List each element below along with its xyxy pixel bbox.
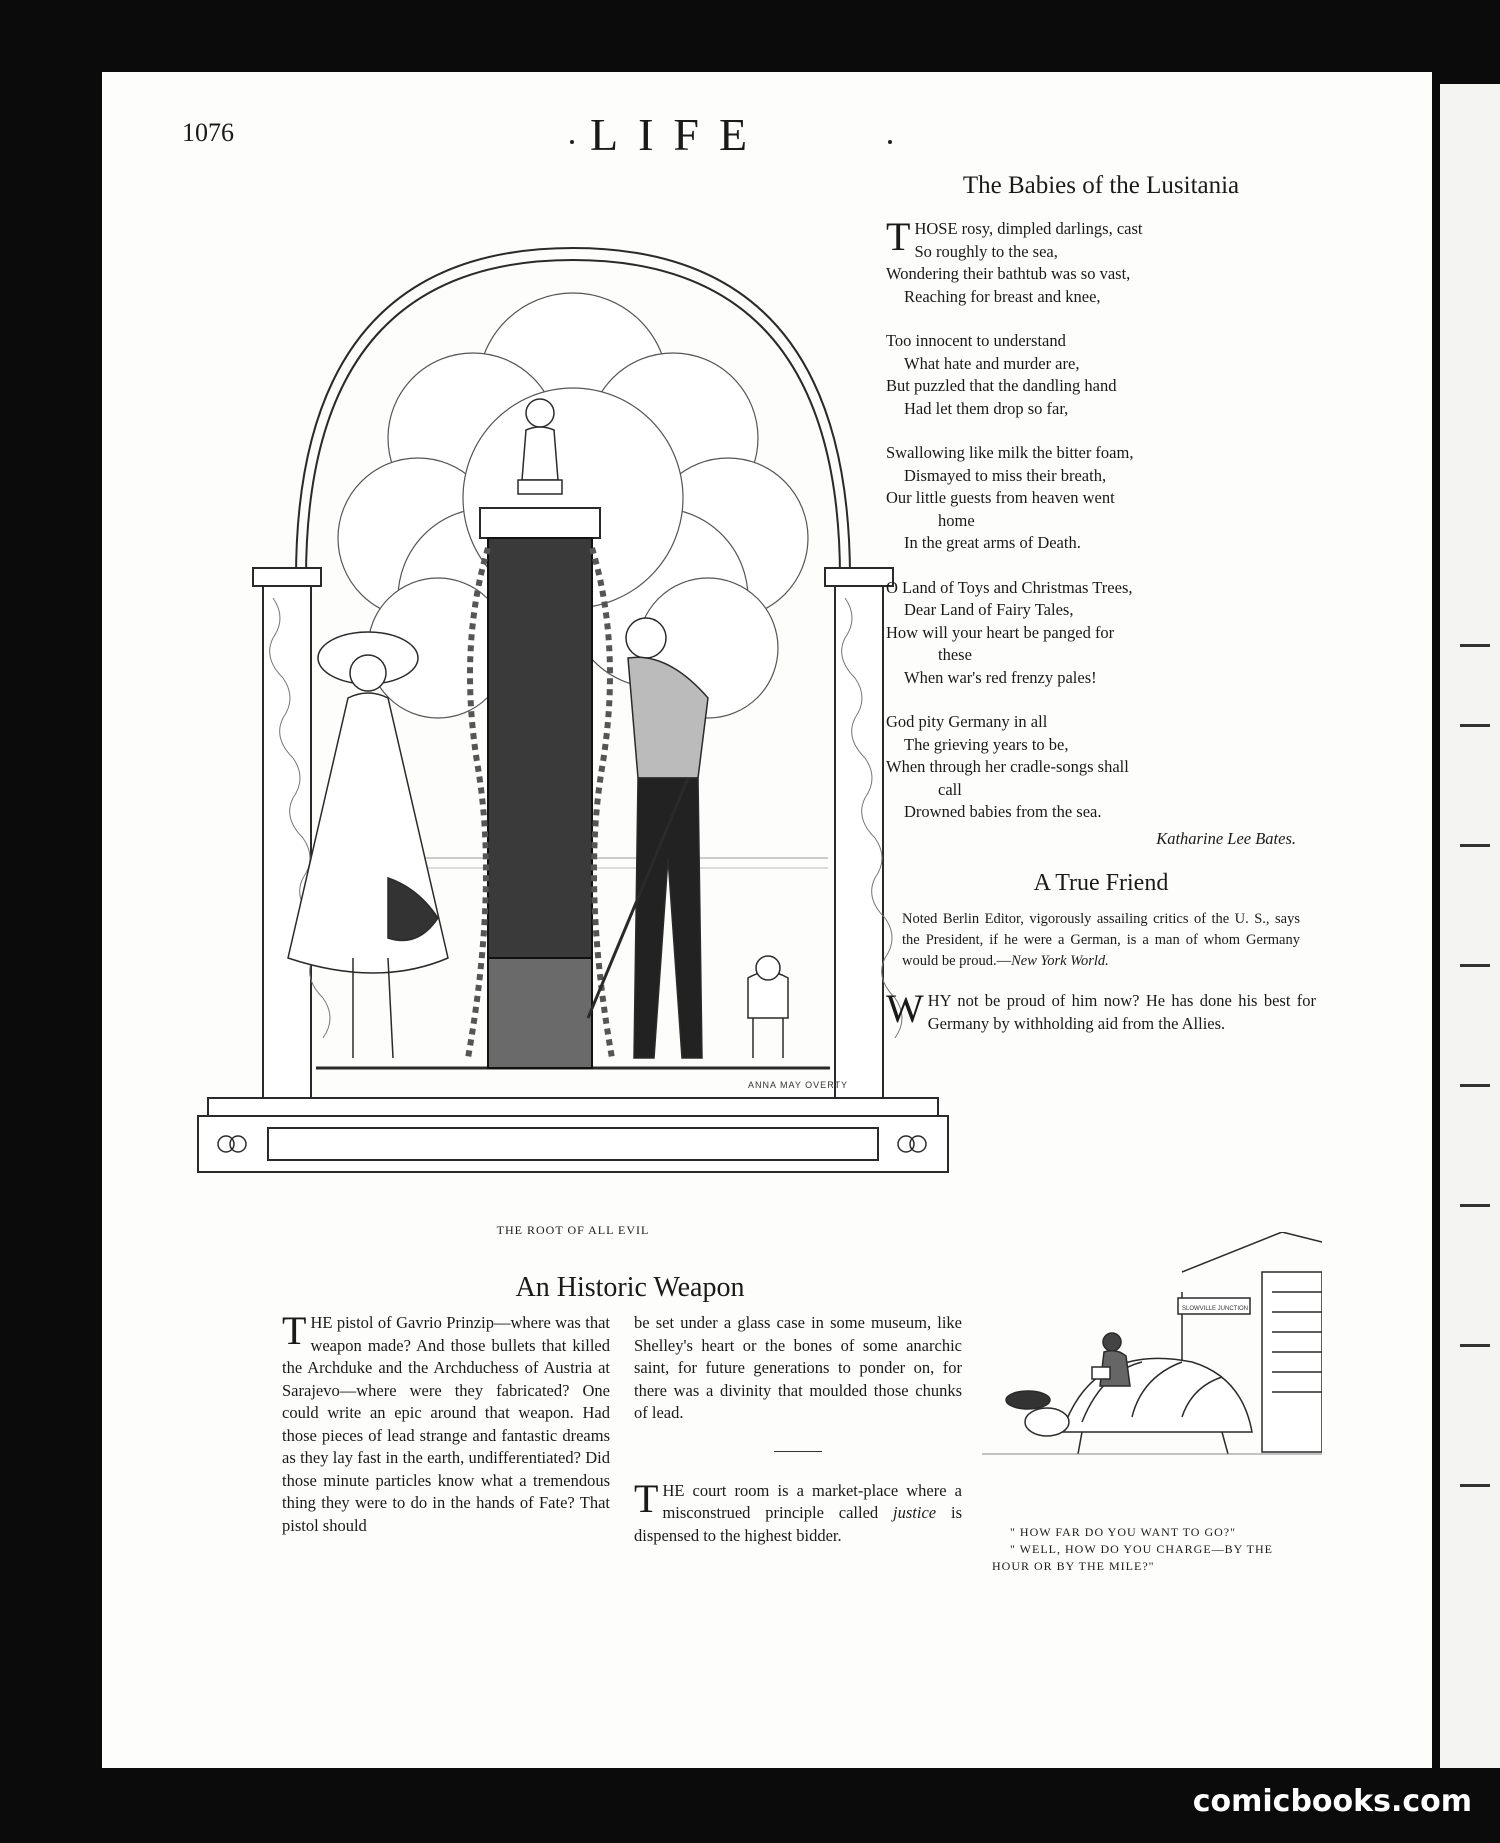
poem-line: So roughly to the sea,	[914, 241, 1058, 261]
court-text-end: is dispensed to the highest bidder.	[634, 1503, 962, 1545]
poem-line: Dear Land of Fairy Tales,	[904, 600, 1074, 619]
poem-line: call	[938, 779, 962, 799]
masthead-dot-right	[888, 140, 892, 144]
poem-line: Reaching for breast and knee,	[904, 286, 1101, 306]
tortoise-cartoon	[982, 1232, 1322, 1500]
true-friend-body	[886, 986, 1316, 1035]
cartoon-caption-line: " WELL, HOW DO YOU CHARGE—BY THE	[1010, 1542, 1273, 1556]
poem-title: The Babies of the Lusitania	[962, 172, 1240, 199]
true-friend-text: HY not be proud of him now? He has done his best for Germany by withholding aid from the Allies.	[927, 991, 1316, 1033]
true-friend-dropcap: W	[886, 986, 924, 1031]
true-friend-title: A True Friend	[1033, 870, 1169, 896]
page-number: 1076	[182, 118, 234, 147]
poem-line: HOSE rosy, dimpled darlings, cast	[914, 219, 1143, 238]
stone-pillar	[468, 508, 612, 1068]
right-column	[886, 172, 1316, 1035]
quote-text: Noted Berlin Editor, vigorously assailing critics of the U. S., says the President, if he were a German, is a man of whom Germany would be proud.—	[902, 911, 1300, 969]
poem-dropcap: T	[886, 214, 911, 259]
dog-figure	[748, 956, 788, 1058]
poem-line: Drowned babies from the sea.	[904, 802, 1102, 821]
poem-line: Dismayed to miss their breath,	[904, 465, 1107, 485]
court-emphasis: justice	[893, 1503, 937, 1522]
quote-source: New York World.	[1011, 953, 1109, 969]
cartoon-caption	[992, 1524, 1322, 1575]
root-of-all-evil-illustration	[188, 178, 958, 1198]
poem-line: The grieving years to be,	[904, 734, 1069, 754]
historic-text-b: be set under a glass case in some museum, like Shelley's heart or the bones of some anarchic saint, for future generations to ponder on, for there was a divinity that moulded those chunks of lead.	[634, 1313, 962, 1422]
adjacent-page-edge	[1440, 84, 1500, 1768]
poem-line: What hate and murder are,	[904, 353, 1080, 373]
poem-line: Too innocent to understand	[886, 331, 1066, 350]
poem-stanza	[886, 330, 1316, 420]
boy-figure	[588, 618, 708, 1058]
poem-line: O Land of Toys and Christmas Trees,	[886, 577, 1133, 597]
artist-signature: ANNA MAY OVERTY	[748, 1080, 849, 1090]
poem-line: home	[938, 510, 975, 530]
poem-stanza	[886, 442, 1316, 555]
rider-figure	[1092, 1333, 1130, 1386]
historic-dropcap: T	[282, 1308, 307, 1353]
court-text: HE court room is a market-place where a misconstrued principle called	[662, 1480, 962, 1522]
poem-line: Our little guests from heaven went	[886, 488, 1115, 507]
poem-line: In the great arms of Death.	[904, 533, 1081, 552]
station-sign: SLOWVILLE JUNCTION	[1182, 1306, 1249, 1312]
poem-line: Had let them drop so far,	[904, 398, 1069, 418]
section-divider	[774, 1451, 822, 1452]
historic-text-a: HE pistol of Gavrio Prinzip—where was that weapon made? And those bullets that killed the Archduke and the Archduchess of Austria at Sarajevo—where were they fabricated? One could write an epic around that weapon. Had those pieces of lead strange and fantastic dreams as they lay fast in the earth, undifferentiated? Did those minute particles know what a tremendous thing they were to do in the hands of Fate? That pistol should	[282, 1313, 610, 1535]
poem-line: Wondering their bathtub was so vast,	[886, 264, 1131, 283]
masthead-dot-left	[570, 140, 574, 144]
illustration-caption: THE ROOT OF ALL EVIL	[496, 1223, 650, 1237]
poem-line: these	[938, 645, 972, 664]
poem-line: But puzzled that the dandling hand	[886, 376, 1117, 395]
site-watermark: comicbooks.com	[1192, 1784, 1472, 1819]
poem-stanza	[886, 577, 1316, 690]
poem-line: How will your heart be panged for	[886, 622, 1115, 642]
masthead: LIFE	[590, 109, 768, 160]
true-friend-quote	[902, 909, 1300, 972]
court-dropcap: T	[634, 1475, 659, 1521]
poem-stanza	[886, 214, 1316, 308]
historic-weapon-title: An Historic Weapon	[515, 1272, 745, 1303]
poem-line: When through her cradle-songs shall	[886, 757, 1129, 776]
historic-column-a	[282, 1308, 610, 1537]
poem-line: Swallowing like milk the bitter foam,	[886, 443, 1134, 462]
poem-line: When war's red frenzy pales!	[904, 667, 1097, 687]
historic-column-b	[634, 1312, 962, 1547]
poem-author: Katharine Lee Bates.	[1156, 828, 1296, 848]
cartoon-caption-line: HOUR OR BY THE MILE?"	[992, 1559, 1155, 1573]
tortoise	[1006, 1358, 1252, 1454]
cartoon-caption-line: " HOW FAR DO YOU WANT TO GO?"	[1010, 1525, 1237, 1539]
poem-stanza	[886, 711, 1316, 824]
poem-line: God pity Germany in all	[886, 712, 1048, 731]
poem	[886, 214, 1316, 850]
